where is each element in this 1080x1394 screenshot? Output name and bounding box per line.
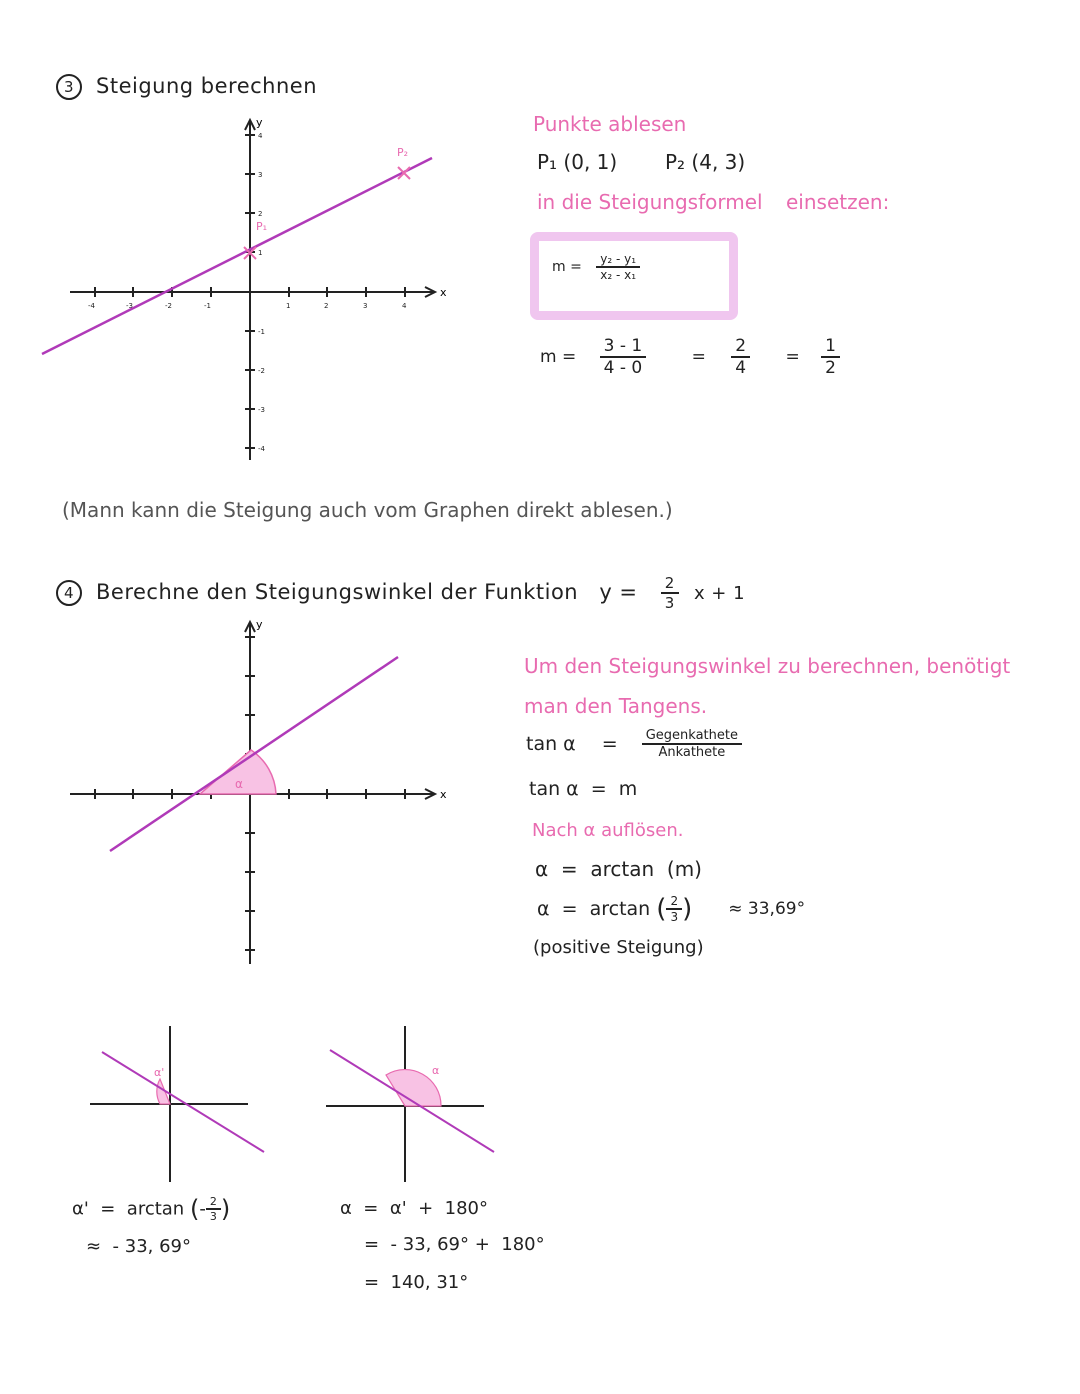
graph1-x-label: x <box>440 286 447 299</box>
negative-angle-arc <box>157 1079 170 1104</box>
graph1-xtick-2: -3 <box>126 302 133 310</box>
calc-eq2: = <box>785 347 800 367</box>
arctan-value-label: α = arctan <box>537 898 651 920</box>
negative-line <box>102 1052 264 1152</box>
alpha-equation-1: α = α' + 180° <box>340 1198 488 1219</box>
formula-numerator: y₂ - y₁ <box>596 252 640 268</box>
graph2-x-label: x <box>440 788 447 801</box>
tan-eq: = <box>601 733 618 755</box>
graph2-alpha-label: α <box>235 777 243 791</box>
section3-heading <box>56 74 317 100</box>
graph1-xtick-7: 3 <box>363 302 368 310</box>
calc-denominator: 4 - 0 <box>603 358 643 378</box>
solve-for-alpha: Nach α auflösen. <box>532 820 684 841</box>
slope-formula <box>552 252 640 282</box>
graph1-ytick-6: -2 <box>258 367 265 375</box>
calc-numerator: 3 - 1 <box>600 336 647 358</box>
negative-angle-diagram <box>80 1020 280 1190</box>
section4-title: Berechne den Steigungswinkel der Funktion <box>96 580 579 604</box>
formula-m: m = <box>552 259 582 275</box>
point-p2: P₂ (4, 3) <box>665 150 746 174</box>
arctan-formula: α = arctan (m) <box>535 857 702 881</box>
tan-equals-m: tan α = m <box>529 778 638 800</box>
graph1-xtick-8: 4 <box>402 302 407 310</box>
graph2-y-label: y <box>256 618 263 631</box>
arctan-denominator: 3 <box>670 910 679 924</box>
alpha-prime-label: α' <box>154 1066 165 1079</box>
section3-title: Steigung berechnen <box>96 74 318 98</box>
function-denominator: 3 <box>664 594 675 612</box>
tangent-intro-1: Um den Steigungswinkel zu berechnen, benötigt <box>524 654 1011 678</box>
tangent-intro-2: man den Tangens. <box>524 694 708 718</box>
alpha-prime-result: ≈ - 33, 69° <box>86 1236 191 1257</box>
positive-slope-note: (positive Steigung) <box>533 937 704 958</box>
formula-denominator: x₂ - x₁ <box>600 268 637 282</box>
graph1-ytick-7: -3 <box>258 406 265 414</box>
graph1-p1-label: P₁ <box>256 220 268 233</box>
opposite-side: Gegenkathete <box>642 728 742 745</box>
alpha-prime-eq-label: α' = arctan <box>72 1198 185 1220</box>
function-y: y = <box>599 580 638 604</box>
read-points-label: Punkte ablesen <box>533 112 687 136</box>
obtuse-line <box>330 1050 494 1152</box>
alpha-equation-3: = 140, 31° <box>364 1272 469 1293</box>
graph1-xtick-6: 2 <box>324 302 329 310</box>
graph1-ytick-3: 2 <box>258 210 263 218</box>
graph1-ytick-1: 4 <box>258 132 263 140</box>
insert-formula-label: in die Steigungsformel <box>537 190 763 214</box>
graph-angle <box>30 612 460 972</box>
section4-number: 4 <box>56 580 82 606</box>
point-p1: P₁ (0, 1) <box>537 150 618 174</box>
graph1-xtick-5: 1 <box>286 302 291 310</box>
graph1-ytick-2: 3 <box>258 171 263 179</box>
slope-calculation <box>540 336 840 378</box>
result2-numerator: 1 <box>821 336 840 358</box>
arctan-value: α = arctan ( $\frac{2}{3}$ ) ≈ 33,69° <box>537 894 806 924</box>
graph1-ytick-5: -1 <box>258 328 265 336</box>
result1-numerator: 2 <box>731 336 750 358</box>
graph1-xtick-4: -1 <box>204 302 211 310</box>
alpha-label: α <box>432 1064 440 1077</box>
function-numerator: 2 <box>661 574 679 594</box>
graph1-xtick-3: -2 <box>165 302 172 310</box>
graph1-ytick-8: -4 <box>258 445 265 453</box>
graph2-line <box>110 657 398 851</box>
adjacent-side: Ankathete <box>658 745 726 760</box>
graph1-ytick-4: 1 <box>258 249 263 257</box>
tangent-definition <box>526 728 742 760</box>
result2-denominator: 2 <box>825 358 836 378</box>
graph1-p2-label: P₂ <box>397 146 409 159</box>
alpha-prime-numerator: 2 <box>206 1195 221 1210</box>
alpha-prime-denominator: 3 <box>209 1210 217 1223</box>
graph-read-note: (Mann kann die Steigung auch vom Graphen direkt ablesen.) <box>62 498 673 522</box>
calc-m: m = <box>540 347 577 367</box>
section4-heading <box>56 574 745 612</box>
result1-denominator: 4 <box>735 358 747 378</box>
section3-number: 3 <box>56 74 82 100</box>
calc-eq1: = <box>691 347 706 367</box>
obtuse-angle-diagram <box>318 1020 518 1190</box>
alpha-equation-2: = - 33, 69° + 180° <box>364 1234 545 1255</box>
graph-slope <box>30 110 460 470</box>
graph1-line <box>42 158 432 354</box>
alpha-prime-equation: α' = arctan (- $\frac{2}{3}$ ) <box>72 1195 231 1223</box>
graph1-xtick-1: -4 <box>88 302 95 310</box>
function-rest: x + 1 <box>693 583 746 604</box>
graph1-y-label: y <box>256 116 263 129</box>
alpha-prime-sign: - <box>199 1198 206 1220</box>
arctan-numerator: 2 <box>666 894 682 910</box>
tan-alpha-label: tan α <box>526 733 576 755</box>
insert-formula-label-2: einsetzen: <box>786 190 890 214</box>
arctan-result: ≈ 33,69° <box>728 899 806 919</box>
